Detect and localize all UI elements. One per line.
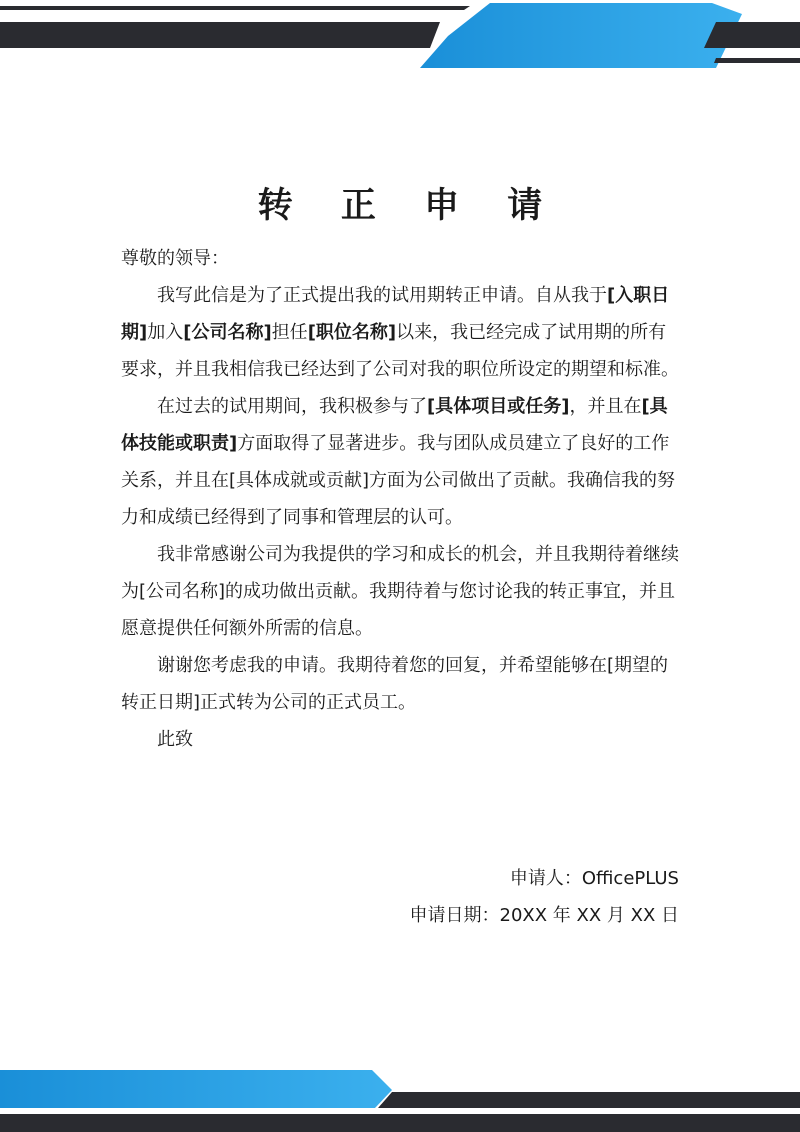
p2-placeholder-skill: [具体技能或职责]	[121, 396, 668, 454]
header-blue-shape	[420, 3, 742, 68]
p2-text-3: 方面取得了显著进步。我与团队成员建立了良好的工作关系，并且在[具体成就或贡献]方面为公司做出了贡献。我确信我的努力和成绩已经得到了同事和管理层的认可。	[121, 433, 676, 528]
header-dark-stripe-right-thin	[714, 58, 800, 63]
p2-text-2: ，并且在	[569, 396, 642, 417]
p1-text-1: 我写此信是为了正式提出我的试用期转正申请。自从我于	[157, 285, 607, 306]
footer-dark-stripe-right	[378, 1092, 800, 1108]
header-decoration-graphic	[0, 0, 800, 70]
application-date-line: 申请日期：20XX 年 XX 月 XX 日	[409, 905, 679, 926]
p1-text-3: 担任	[271, 322, 308, 343]
footer-decoration-graphic	[0, 1064, 800, 1132]
header-dark-stripe-thin	[0, 6, 470, 10]
paragraph-4: 谢谢您考虑我的申请。我期待着您的回复，并希望能够在[期望的转正日期]正式转为公司的正式员工。	[121, 655, 669, 713]
p1-placeholder-position: [职位名称]	[307, 322, 397, 343]
p1-placeholder-hire-date: [入职日期]	[121, 285, 670, 343]
paragraph-1	[121, 277, 681, 388]
footer-blue-shape	[0, 1070, 392, 1108]
p1-text-4: 以来，我已经完成了试用期的所有要求，并且我相信我已经达到了公司对我的职位所设定的期望和标准。	[121, 322, 679, 380]
p1-text-2: 加入	[147, 322, 184, 343]
closing: 此致	[157, 729, 193, 750]
paragraph-3: 我非常感谢公司为我提供的学习和成长的机会，并且我期待着继续为[公司名称]的成功做出贡献。我期待着与您讨论我的转正事宜，并且愿意提供任何额外所需的信息。	[121, 544, 679, 639]
footer-decoration	[0, 1064, 800, 1132]
p2-text-1: 在过去的试用期间，我积极参与了	[157, 396, 427, 417]
greeting: 尊敬的领导：	[121, 248, 229, 269]
header-dark-stripe-main	[0, 22, 440, 48]
letter-body	[121, 240, 681, 758]
footer-dark-stripe-main	[0, 1114, 800, 1132]
header-dark-stripe-right	[704, 22, 800, 48]
paragraph-2	[121, 388, 681, 536]
header-decoration	[0, 0, 800, 70]
p2-placeholder-project: [具体项目或任务]	[427, 396, 570, 417]
letter-title: 转 正 申 请	[257, 186, 561, 226]
p1-placeholder-company: [公司名称]	[183, 322, 272, 343]
applicant-line: 申请人：OfficePLUS	[509, 868, 679, 889]
